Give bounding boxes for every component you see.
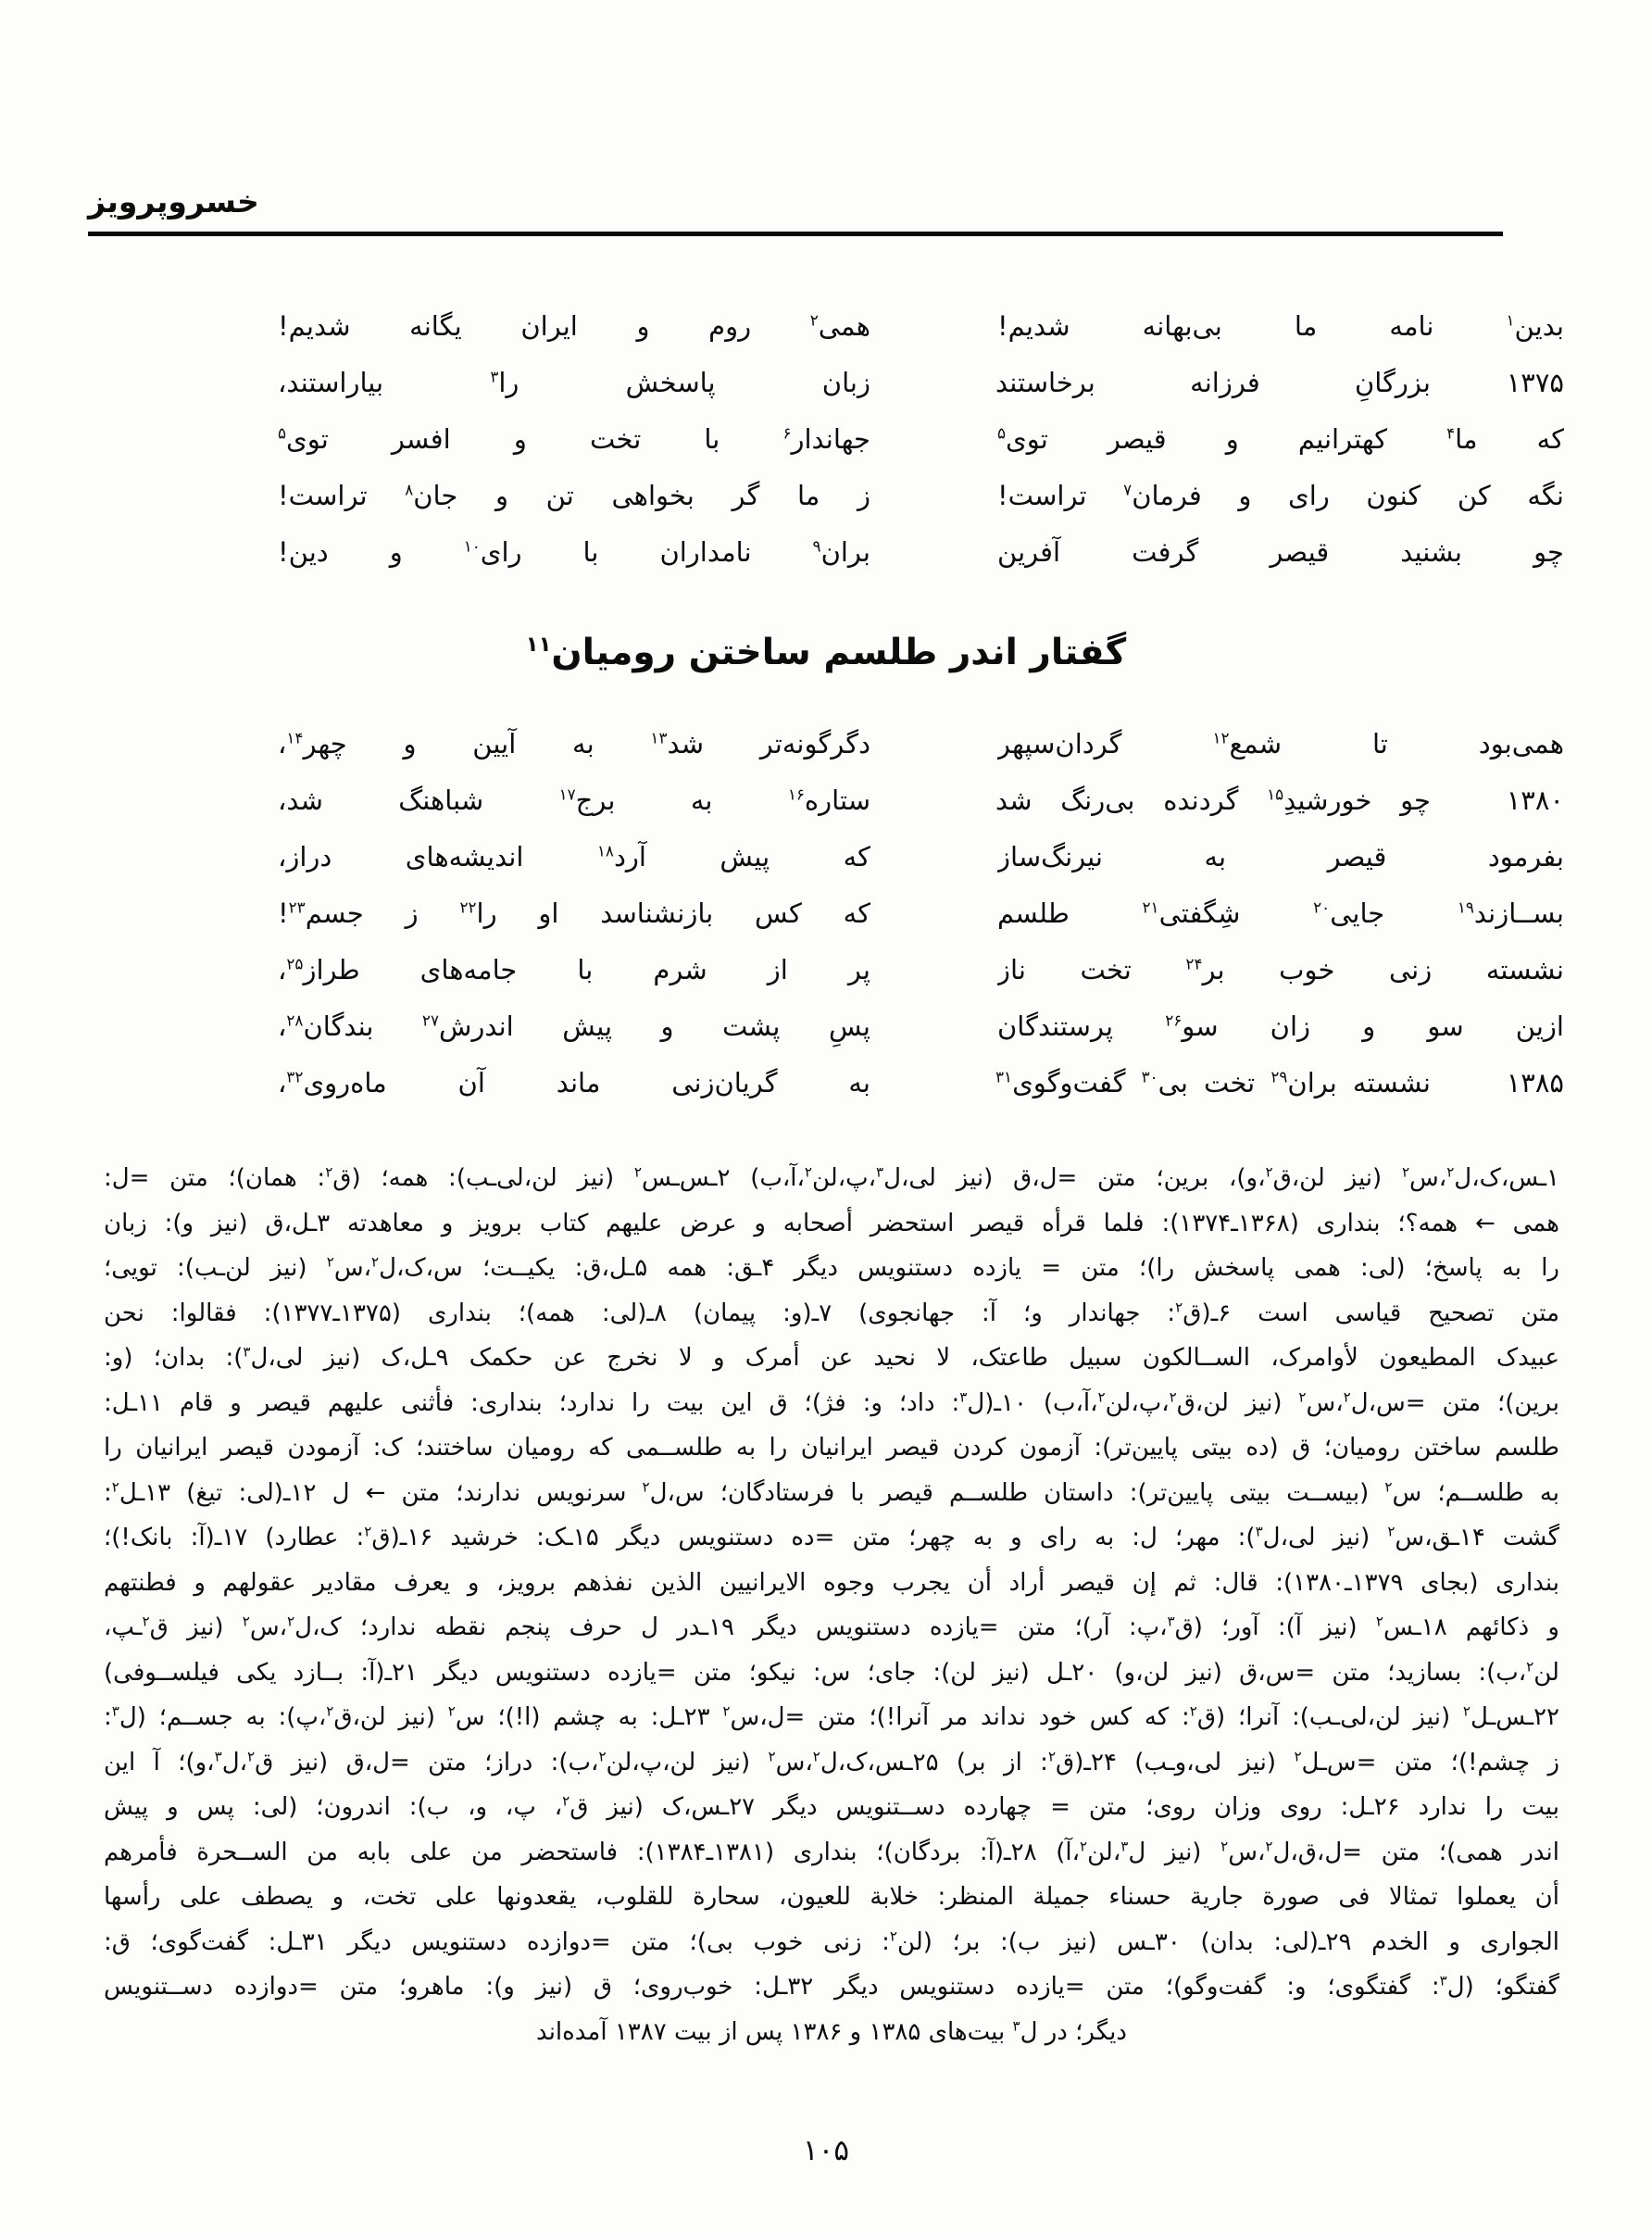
column-gutter	[870, 716, 997, 772]
hemistich-right: بدین$^۱$ نامه ما بی‌بهانه شدیم!	[997, 310, 1564, 342]
poem-block-1	[278, 298, 1564, 581]
hemistich-right: نشسته بران$^{۲۹}$ تخت بی$^{۳۰}$ گفت‌وگوی$^{۳۱}$	[995, 1067, 1431, 1098]
hemistich-left: ستاره$^{۱۶}$ به برج$^{۱۷}$ شباهنگ شد،	[278, 784, 870, 816]
header-rule	[88, 232, 1503, 236]
footnote-line: متن تصحیح قیاسی است ۶ـ(ق$^۲$: جهاندار و؛ آ: جهانجوی) ۷ـ(و: پیمان) ۸ـ(لی: همه)؛ بنداری (۱۳۷۵ـ۱۳۷۷): فقالوا: نحن	[104, 1298, 1559, 1327]
hemistich-right: بســازند$^{۱۹}$ جایی$^{۲۰}$ شِگفتی$^{۲۱}$ طلسم	[997, 897, 1564, 929]
verse-row	[278, 468, 1564, 524]
section-heading: گفتار اندر طلسم ساختن رومیان$^{۱۱}$	[525, 632, 1127, 673]
column-gutter	[870, 998, 997, 1055]
footnote-line: گشت ۱۴ـق،س$^۲$ (نیز لی،ل$^۳$): مهر؛ ل: به رای و به چهر؛ متن =ده دستنویس دیگر ۱۵ـک: خرشید ۱۶ـ(ق$^۲$: عطارد) ۱۷ـ(آ: بانک!)؛	[104, 1523, 1559, 1551]
hemistich-left: پسِ پشت و پیش اندرش$^{۲۷}$ بندگان$^{۲۸}$،	[278, 1010, 870, 1042]
footnote-line: به طلســم؛ س$^۲$ (بیســت بیتی پایین‌تر): داستان طلســم قیصر با فرستادگان؛ س،ل$^۲$ سرنویس ندارند؛ متن ← ل ۱۲ـ(لی: تیغ) ۱۳ـل$^۲$:	[104, 1477, 1559, 1507]
footnote-line: بنداری (بجای ۱۳۷۹ـ۱۳۸۰): قال: ثم إن قیصر أراد أن یجرب وجوه الایرانیین الذین نفذهم برویز، و یعرف مقادیر عقولهم و فطنتهم	[104, 1568, 1559, 1597]
column-gutter	[870, 942, 997, 998]
hemistich-right: چو بشنید قیصر گرفت آفرین	[997, 536, 1564, 568]
hemistich-left: ز ما گر بخواهی تن و جان$^۸$ تراست!	[278, 480, 870, 511]
hemistich-right: بفرمود قیصر به نیرنگ‌ساز	[997, 841, 1564, 872]
column-gutter	[870, 1055, 995, 1111]
hemistich-left: بران$^۹$ نامداران با رای$^{۱۰}$ و دین!	[278, 536, 870, 568]
verse-number: ۱۳۷۵	[1506, 367, 1564, 398]
footnote-line: ۱ـس،ک،ل$^۲$،س$^۲$ (نیز لن،ق$^۲$،و)، برین؛ متن =ل،ق (نیز لی،ل$^۳$،پ،لن$^۲$،آ،ب) ۲ـس‌ـس$^۲$ (نیز لن،لی‌ـب): همه؛ (ق$^۲$: همان)؛ متن =ل:	[104, 1163, 1559, 1192]
hemistich-right: همی‌بود تا شمع$^{۱۲}$ گردان‌سپهر	[997, 728, 1564, 759]
verse-row	[278, 298, 1564, 355]
footnote-line: بیت را ندارد ۲۶ـل: روی وزان روی؛ متن = چهارده دســتنویس دیگر ۲۷ـس،ک (نیز ق$^۲$، پ، و، ب): اندرون؛ (لی: پس و پیش	[104, 1792, 1559, 1821]
hemistich-right: نگه کن کنون رای و فرمان$^۷$ تراست!	[997, 480, 1564, 511]
footnote-line: را به پاسخ؛ (لی: همی پاسخش را)؛ متن = یازده دستنویس دیگر ۴ـق: همه ۵ـل،ق: یکیــت؛ س،ک،ل$^۲$،س$^۲$ (نیز لن‌ـب): تویی؛	[104, 1253, 1559, 1282]
column-gutter	[870, 524, 997, 581]
page-number: ۱۰۵	[803, 2134, 849, 2167]
poem-block-2	[278, 716, 1564, 1111]
column-gutter	[870, 772, 995, 829]
hemistich-right: که ما$^۴$ کهترانیم و قیصر توی$^۵$	[997, 423, 1564, 455]
footnote-line: اندر همی)؛ متن =ل،ق،ل$^۲$،س$^۲$ (نیز ل$^۳$،لن$^۲$،آ) ۲۸ـ(آ: بردگان)؛ بنداری (۱۳۸۱ـ۱۳۸۴): فاستحضر من علی بابه من الســحرة فأمرهم	[104, 1837, 1559, 1866]
hemistich-right: نشسته زنی خوب بر$^{۲۴}$ تخت ناز	[997, 954, 1564, 985]
column-gutter	[870, 468, 997, 524]
verse-row	[278, 829, 1564, 885]
footnote-line: دیگر؛ در ل$^۳$ بیت‌های ۱۳۸۵ و ۱۳۸۶ پس از بیت ۱۳۸۷ آمده‌اند	[536, 2016, 1127, 2046]
footnote-line: طلسم ساختن رومیان؛ ق (ده بیتی پایین‌تر): آزمون کردن قیصر ایرانیان را به طلســمی که رومیان ساختند؛ ک: آزمودن قیصر ایرانیان را	[104, 1434, 1559, 1462]
column-gutter	[870, 355, 995, 411]
verse-row	[278, 942, 1564, 998]
footnote-line: همی ← همه؟؛ بنداری (۱۳۶۸ـ۱۳۷۴): فلما قرأه قیصر استحضر أصحابه و عرض علیهم کتاب برویز و معاهدته ۳ـل،ق (نیز و): زبان	[104, 1209, 1559, 1237]
verse-row	[278, 355, 1564, 411]
footnote-line: گفتگو؛ (ل$^۳$: گفتگوی؛ و: گفت‌وگو)؛ متن =یازده دستنویس دیگر ۳۲ـل: خوب‌روی؛ ق (نیز و): ماهرو؛ متن =دوازده دســتنویس	[104, 1972, 1559, 2001]
verse-row	[278, 524, 1564, 581]
footnote-line: لن$^۲$،ب): بسازید؛ متن =س،ق (نیز لن،و) ۲۰ـل (نیز لن): جای؛ س: نیکو؛ متن =یازده دستنویس دیگر ۲۱ـ(آ: بــازد یکی فیلســوفی)	[104, 1657, 1559, 1687]
verse-row	[278, 716, 1564, 772]
verse-row	[278, 411, 1564, 468]
hemistich-left: که کس بازنشناسد او را$^{۲۲}$ ز جسم$^{۲۳}$!	[278, 897, 870, 929]
footnote-line: و ذکائهم ۱۸ـس$^۲$ (نیز آ): آور؛ (ق$^۳$،پ: آر)؛ متن =یازده دستنویس دیگر ۱۹ـدر ل حرف پنجم نقطه ندارد؛ ک،ل$^۲$،س$^۲$ (نیز ق$^۲$ـپ،	[104, 1613, 1559, 1641]
footnotes-block	[104, 1156, 1559, 2054]
column-gutter	[870, 298, 997, 355]
hemistich-left: همی$^۲$ روم و ایران یگانه شدیم!	[278, 310, 870, 342]
verse-row	[278, 885, 1564, 942]
hemistich-left: جهاندار$^۶$ با تخت و افسر توی$^۵$	[278, 423, 870, 455]
hemistich-left: که پیش آرد$^{۱۸}$ اندیشه‌های دراز،	[278, 841, 870, 872]
column-gutter	[870, 411, 997, 468]
footnote-line: الجواری و الخدم ۲۹ـ(لی: بدان) ۳۰ـس (نیز ب): بر؛ (لن$^۲$: زنی خوب بی)؛ متن =دوازده دستنویس دیگر ۳۱ـل: گفت‌گوی؛ ق:	[104, 1927, 1559, 1956]
column-gutter	[870, 829, 997, 885]
hemistich-left: به گریان‌زنی ماند آن ماه‌روی$^{۳۲}$،	[278, 1067, 870, 1098]
hemistich-right: ازین سو و زان سو$^{۲۶}$ پرستندگان	[997, 1010, 1564, 1042]
footnote-line: أن یعملوا تمثالا فی صورة جاریة حسناء جمیلة المنظر: خلابة للعیون، سحارة للقلوب، یقعدونها علی تخت، و یصطف علی رأسها	[104, 1883, 1559, 1911]
hemistich-left: پر از شرم با جامه‌های طراز$^{۲۵}$،	[278, 954, 870, 985]
footnote-line: عبیدک المطیعون لأوامرک، الســالکون سبیل طاعتک، لا نحید عن أمرک و لا نخرج عن حکمک ۹ـل،ک (نیز لی،ل$^۳$): بدان؛ (و:	[104, 1343, 1559, 1372]
column-gutter	[870, 885, 997, 942]
running-head: خسروپرویز	[88, 183, 259, 220]
verse-row	[278, 1055, 1564, 1111]
verse-row	[278, 998, 1564, 1055]
verse-number: ۱۳۸۰	[1506, 784, 1564, 816]
hemistich-left: دگرگونه‌تر شد$^{۱۳}$ به آیین و چهر$^{۱۴}$،	[278, 728, 870, 759]
hemistich-right: بزرگانِ فرزانه برخاستند	[995, 367, 1431, 398]
footnote-line: برین)؛ متن =س،ل$^۲$،س$^۲$ (نیز لن،ق$^۲$،پ،لن$^۲$،آ،ب) ۱۰ـ(ل$^۳$: داد؛ و: فژ)؛ ق این بیت را ندارد؛ بنداری: فأثنی علیهم قیصر و قام ۱۱ـل:	[104, 1387, 1559, 1417]
verse-row	[278, 772, 1564, 829]
verse-number: ۱۳۸۵	[1506, 1067, 1564, 1098]
footnote-line: ۲۲ـس‌ـل$^۲$ (نیز لن،لی‌ـب): آنرا؛ (ق$^۲$: که کس خود نداند مر آنرا!)؛ متن =ل،س$^۲$ ۲۳ـل: به چشم (ا!)؛ س$^۲$ (نیز لن،ق$^۲$،پ): به جســم؛ (ل$^۳$:	[104, 1702, 1559, 1731]
hemistich-right: چو خورشیدِ$^{۱۵}$ گردنده بی‌رنگ شد	[995, 784, 1431, 816]
footnote-line: ز چشم!)؛ متن =س‌ـل$^۲$ (نیز لی،و‌ـب) ۲۴ـ(ق$^۲$: از بر) ۲۵ـس،ک،ل$^۲$،س$^۲$ (نیز لن،پ،لن$^۲$،ب): دراز؛ متن =ل،ق (نیز ق$^۲$،ل$^۳$،و)؛ آ این	[104, 1747, 1559, 1776]
hemistich-left: زبان پاسخش را$^۳$ بیاراستند،	[278, 367, 870, 398]
